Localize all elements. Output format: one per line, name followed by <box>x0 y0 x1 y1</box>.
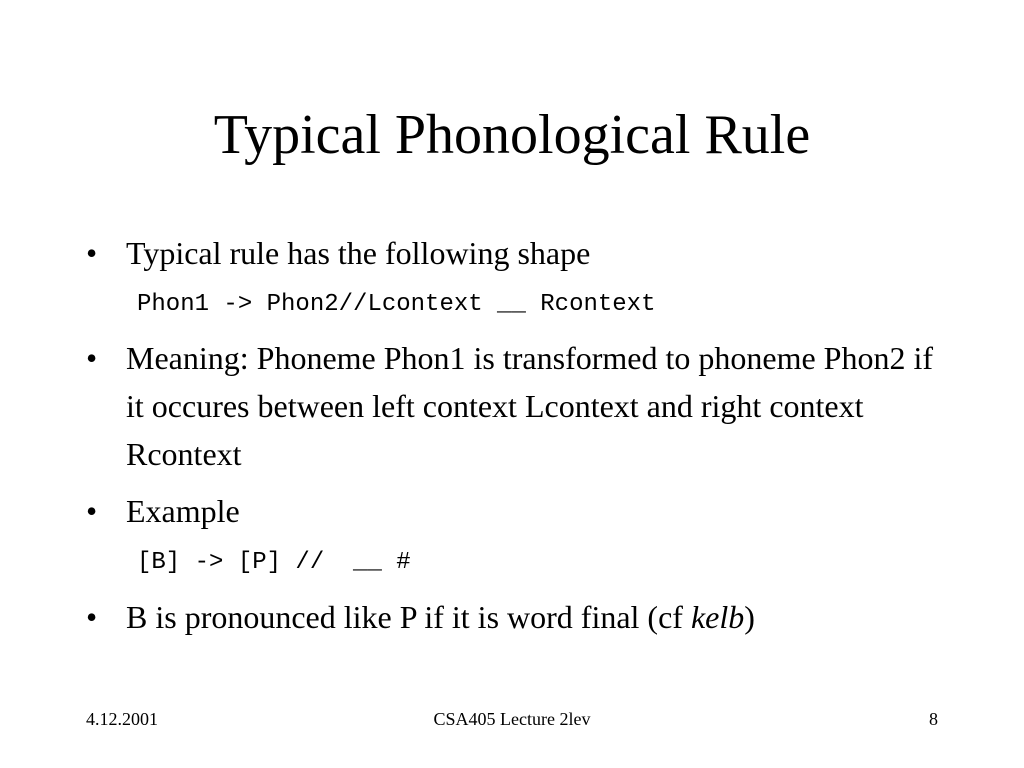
slide-title: Typical Phonological Rule <box>213 104 811 166</box>
footer-course: CSA405 Lecture 2lev <box>433 709 591 729</box>
bullet-dot: • <box>86 340 98 376</box>
example-rule-code: [B] -> [P] // __ # <box>137 549 411 576</box>
bullet-text: Typical rule has the following shape <box>126 235 591 271</box>
bullet-text: Example <box>126 493 240 529</box>
bullet-dot: • <box>86 493 98 529</box>
bullet-dot: • <box>86 235 98 271</box>
bullet-text <box>126 593 946 641</box>
bullet-text: Meaning: Phoneme Phon1 is transformed to phoneme Phon2 if it occures between left context Lcontext and right context Rcontext <box>126 340 934 472</box>
footer-page-number: 8 <box>929 709 938 729</box>
bullet-dot: • <box>86 599 98 635</box>
bullet-text-part: B is pronounced like P if it is word final (cf <box>126 599 691 635</box>
example-word: kelb <box>690 599 745 635</box>
bullet-text-part: ) <box>744 599 755 635</box>
footer-date: 4.12.2001 <box>86 709 158 729</box>
rule-format-code: Phon1 -> Phon2//Lcontext __ Rcontext <box>137 291 656 318</box>
